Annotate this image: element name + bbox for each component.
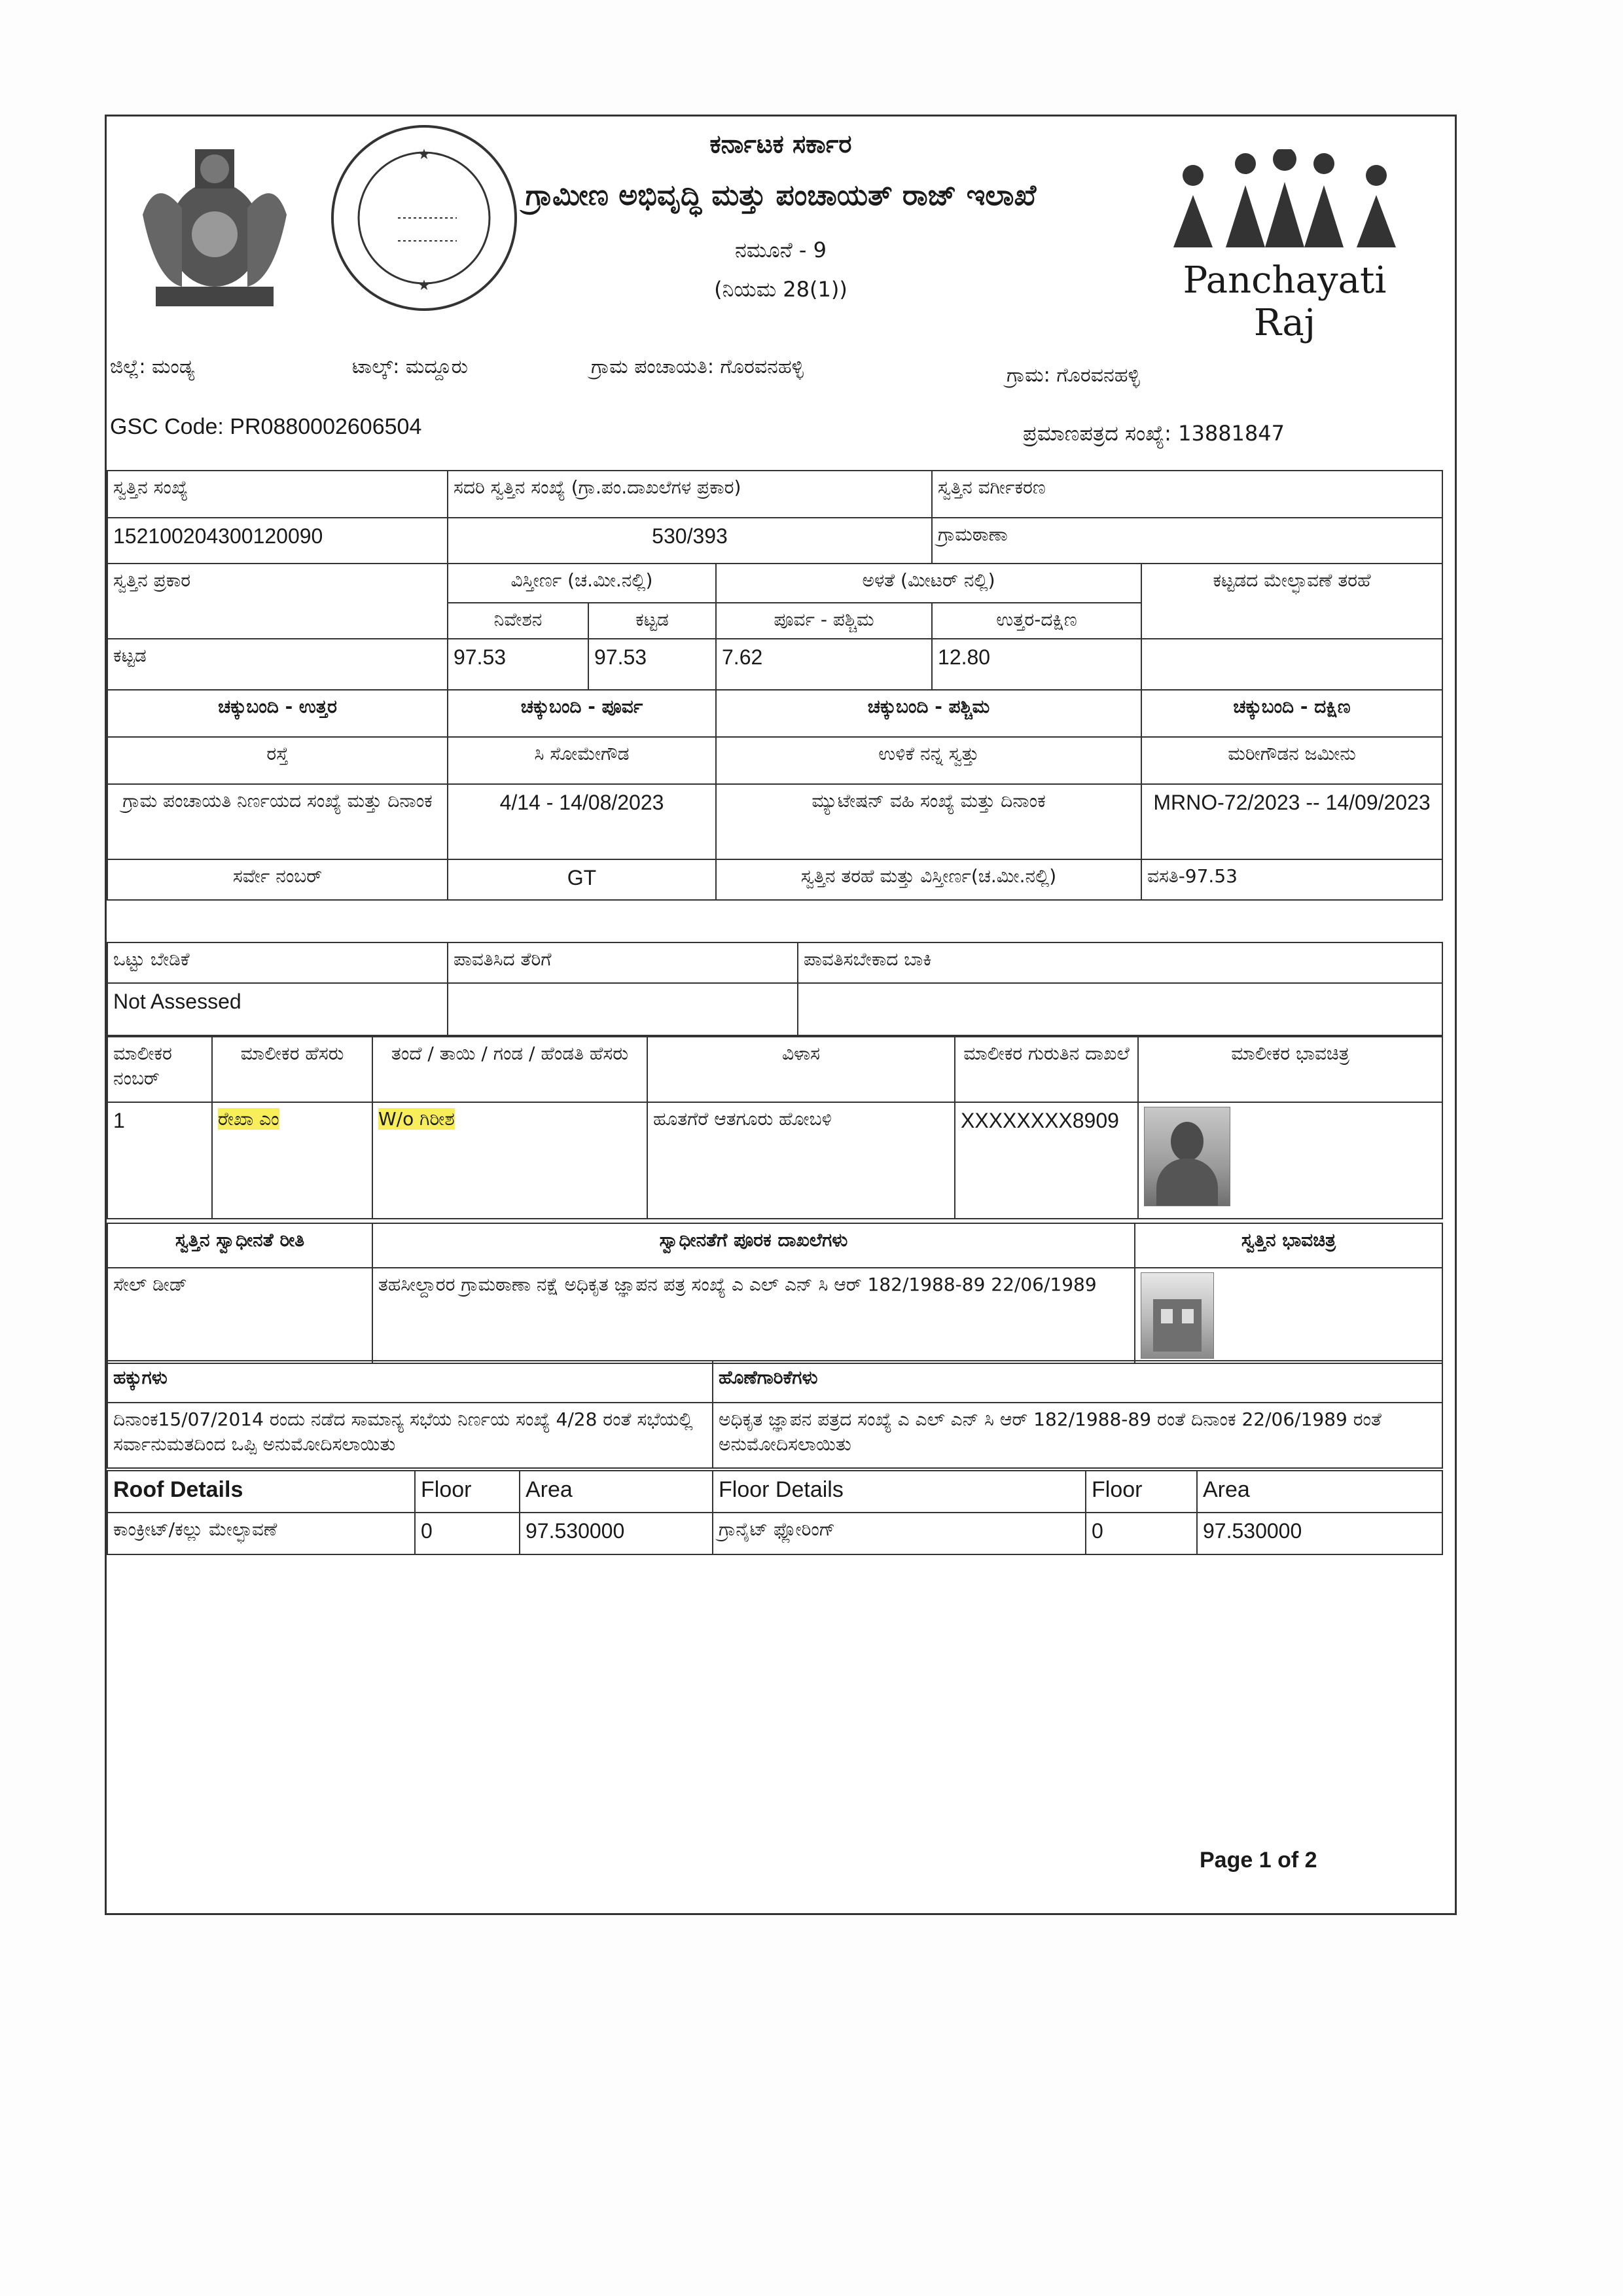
panchayati-raj-logo [1154,149,1416,344]
boundary-south-label: ಚಕ್ಕುಬಂದಿ - ದಕ್ಷಿಣ [1141,690,1442,737]
survey-number-label: ಸರ್ವೇ ನಂಬರ್ [107,859,448,900]
property-photo-cell [1135,1268,1442,1363]
roof-type-label: ಕಟ್ಟಡದ ಮೇಲ್ಛಾವಣೆ ತರಹೆ [1141,564,1442,639]
header-department: ಗ್ರಾಮೀಣ ಅಭಿವೃದ್ಧಿ ಮತ್ತು ಪಂಚಾಯತ್ ರಾಜ್ ಇಲಾಖೆ [525,179,1037,212]
owner-address-header: ವಿಳಾಸ [647,1037,955,1102]
rights-table [107,1360,1443,1469]
property-photo-label: ಸ್ವತ್ತಿನ ಭಾವಚಿತ್ರ [1135,1223,1442,1268]
property-type-label: ಸ್ವತ್ತಿನ ಪ್ರಕಾರ [107,564,448,639]
tax-table [107,942,1443,1036]
roof-details-title: Roof Details [107,1471,415,1513]
floor-type: ಗ್ರಾನೈಟ್ ಫ್ಲೋರಿಂಗ್ [713,1513,1086,1554]
owner-id: XXXXXXXX8909 [955,1102,1138,1219]
property-usage-value: ವಸತಿ-97.53 [1141,859,1442,900]
owner-relation-header: ತಂದೆ / ತಾಯಿ / ಗಂಡ / ಹೆಂಡತಿ ಹೆಸರು [372,1037,647,1102]
roof-floor-value: 0 [415,1513,520,1554]
property-photo [1141,1272,1214,1359]
owner-id-header: ಮಾಲೀಕರ ಗುರುತಿನ ದಾಖಲೆ [955,1037,1138,1102]
old-number-value: 530/393 [448,518,932,564]
classification-value: ಗ್ರಾಮಠಾಣಾ [932,518,1442,564]
east-west-label: ಪೂರ್ವ - ಪಶ್ಚಿಮ [716,603,932,639]
certificate-page [105,115,1457,1915]
boundary-north-label: ಚಕ್ಕುಬಂದಿ - ಉತ್ತರ [107,690,448,737]
roof-floor-label: Floor [415,1471,520,1513]
owner-address: ಹೂತಗೆರೆ ಆತಗೂರು ಹೋಬಳಿ [647,1102,955,1219]
owner-name-header: ಮಾಲೀಕರ ಹೆಸರು [212,1037,372,1102]
owner-photo-cell [1138,1102,1442,1219]
site-area-value: 97.53 [448,639,588,690]
tax-due-value [798,983,1442,1035]
boundary-south-value: ಮರೀಗೌಡನ ಜಮೀನು [1141,737,1442,784]
dimensions-label: ಅಳತೆ (ಮೀಟರ್ ನಲ್ಲಿ) [716,564,1141,603]
certificate-no: ಪ್ರಮಾಣಪತ್ರದ ಸಂಖ್ಯೆ: 13881847 [1023,421,1285,446]
tax-paid-label: ಪಾವತಿಸಿದ ತೆರಿಗೆ [448,942,798,983]
north-south-label: ಉತ್ತರ-ದಕ್ಷಿಣ [932,603,1141,639]
taluk: ಟಾಲ್ಕ್: ಮದ್ದೂರು [352,355,469,378]
owner-photo [1144,1107,1230,1206]
rights-label: ಹಕ್ಕುಗಳು [107,1361,713,1403]
gp-resolution-value: 4/14 - 14/08/2023 [448,784,716,859]
acquisition-method-label: ಸ್ವತ್ತಿನ ಸ್ವಾಧೀನತೆ ರೀತಿ [107,1223,372,1268]
header-form-no: ನಮೂನೆ - 9 [735,238,827,262]
classification-label: ಸ್ವತ್ತಿನ ವರ್ಗೀಕರಣ [932,471,1442,518]
boundary-north-value: ರಸ್ತೆ [107,737,448,784]
mutation-value: MRNO-72/2023 -- 14/09/2023 [1141,784,1442,859]
acquisition-method-value: ಸೇಲ್ ಡೀಡ್ [107,1268,372,1363]
boundary-east-value: ಸಿ ಸೋಮೇಗೌಡ [448,737,716,784]
property-id-label: ಸ್ವತ್ತಿನ ಸಂಖ್ಯೆ [107,471,448,518]
liabilities-label: ಹೊಣೆಗಾರಿಕೆಗಳು [713,1361,1442,1403]
roof-type: ಕಾಂಕ್ರೀಟ್/ಕಲ್ಲು ಮೇಲ್ಛಾವಣೆ [107,1513,415,1554]
owner-no-header: ಮಾಲೀಕರ ನಂಬರ್ [107,1037,212,1102]
survey-number-value: GT [448,859,716,900]
mutation-label: ಮ್ಯುಟೇಷನ್ ವಹಿ ಸಂಖ್ಯೆ ಮತ್ತು ದಿನಾಂಕ [716,784,1141,859]
old-number-label: ಸದರಿ ಸ್ವತ್ತಿನ ಸಂಖ್ಯೆ (ಗ್ರಾ.ಪಂ.ದಾಖಲೆಗಳ ಪ್ರಕಾರ) [448,471,932,518]
logo-text: Panchayati Raj [1183,259,1387,344]
north-south-value: 12.80 [932,639,1141,690]
tax-due-label: ಪಾವತಿಸಬೇಕಾದ ಬಾಕಿ [798,942,1442,983]
acquisition-table [107,1223,1443,1364]
owner-relation: W/o ಗಿರೀಶ [378,1108,455,1130]
village: ಗ್ರಾಮ: ಗೊರವನಹಳ್ಳಿ [1007,364,1140,387]
total-demand-label: ಒಟ್ಟು ಬೇಡಿಕೆ [107,942,448,983]
liabilities-value: ಅಧಿಕೃತ ಜ್ಞಾಪನ ಪತ್ರದ ಸಂಖ್ಯೆ ಎ ಎಲ್ ಎನ್ ಸಿ ಆರ್ 182/1988-89 ರಂತೆ ದಿನಾಂಕ 22/06/1989 ರಂತೆ ಅನುಮೋದಿಸಲಾಯಿತು [713,1403,1442,1468]
tax-paid-value [448,983,798,1035]
floor-area-label: Area [1197,1471,1442,1513]
owners-table [107,1036,1443,1219]
property-table [107,470,1443,901]
gram-panchayat: ಗ್ರಾಮ ಪಂಚಾಯತಿ: ಗೊರವನಹಳ್ಳಿ [591,355,804,378]
svg-text:★: ★ [418,278,431,294]
roof-area-value: 97.530000 [520,1513,713,1554]
acquisition-docs-label: ಸ್ವಾಧೀನತೆಗೆ ಪೂರಕ ದಾಖಲೆಗಳು [372,1223,1135,1268]
roof-type-value [1141,639,1442,690]
roof-floor-table [107,1470,1443,1555]
area-label: ವಿಸ್ತೀರ್ಣ (ಚ.ಮೀ.ನಲ್ಲಿ) [448,564,716,603]
owner-name-cell [212,1102,372,1219]
east-west-value: 7.62 [716,639,932,690]
building-area-label: ಕಟ್ಟಡ [588,603,716,639]
gsc-code: GSC Code: PR0880002606504 [110,414,422,439]
people-logo-icon [1154,149,1416,254]
header-govt: ಕರ್ನಾಟಕ ಸರ್ಕಾರ [709,130,852,158]
site-area-label: ನಿವೇಶನ [448,603,588,639]
property-id-value: 152100204300120090 [107,518,448,564]
owner-name: ರೇಖಾ ಎಂ [218,1108,279,1130]
floor-area-value: 97.530000 [1197,1513,1442,1554]
building-area-value: 97.53 [588,639,716,690]
gp-resolution-label: ಗ್ರಾಮ ಪಂಚಾಯತಿ ನಿರ್ಣಯದ ಸಂಖ್ಯೆ ಮತ್ತು ದಿನಾಂಕ [107,784,448,859]
owner-relation-cell [372,1102,647,1219]
rights-value: ದಿನಾಂಕ15/07/2014 ರಂದು ನಡೆದ ಸಾಮಾನ್ಯ ಸಭೆಯ ನಿರ್ಣಯ ಸಂಖ್ಯೆ 4/28 ರಂತೆ ಸಭೆಯಲ್ಲಿ ಸರ್ವಾನುಮತದಿಂದ ಒಪ್ಪಿ ಅನುಮೋದಿಸಲಾಯಿತು [107,1403,713,1468]
floor-floor-label: Floor [1086,1471,1197,1513]
acquisition-docs-value: ತಹಸೀಲ್ದಾರರ ಗ್ರಾಮಠಾಣಾ ನಕ್ಷೆ ಅಧಿಕೃತ ಜ್ಞಾಪನ ಪತ್ರ ಸಂಖ್ಯೆ ಎ ಎಲ್ ಎನ್ ಸಿ ಆರ್ 182/1988-89 22/06/1989 [372,1268,1135,1363]
roof-area-label: Area [520,1471,713,1513]
floor-floor-value: 0 [1086,1513,1197,1554]
property-usage-label: ಸ್ವತ್ತಿನ ತರಹೆ ಮತ್ತು ವಿಸ್ತೀರ್ಣ(ಚ.ಮೀ.ನಲ್ಲಿ) [716,859,1141,900]
table-row [107,1102,1442,1219]
header-rule: (ನಿಯಮ 28(1)) [714,277,847,302]
owner-photo-header: ಮಾಲೀಕರ ಭಾವಚಿತ್ರ [1138,1037,1442,1102]
boundary-west-value: ಉಳಿಕೆ ನನ್ನ ಸ್ವತ್ತು [716,737,1141,784]
boundary-east-label: ಚಕ್ಕುಬಂದಿ - ಪೂರ್ವ [448,690,716,737]
svg-text:★: ★ [418,147,431,163]
boundary-west-label: ಚಕ್ಕುಬಂದಿ - ಪಶ್ಚಿಮ [716,690,1141,737]
total-demand-value: Not Assessed [107,983,448,1035]
district: ಜಿಲ್ಲೆ: ಮಂಡ್ಯ [110,355,195,378]
property-type-value: ಕಟ್ಟಡ [107,639,448,690]
owner-no: 1 [107,1102,212,1219]
page-number: Page 1 of 2 [1200,1848,1317,1873]
floor-details-title: Floor Details [713,1471,1086,1513]
